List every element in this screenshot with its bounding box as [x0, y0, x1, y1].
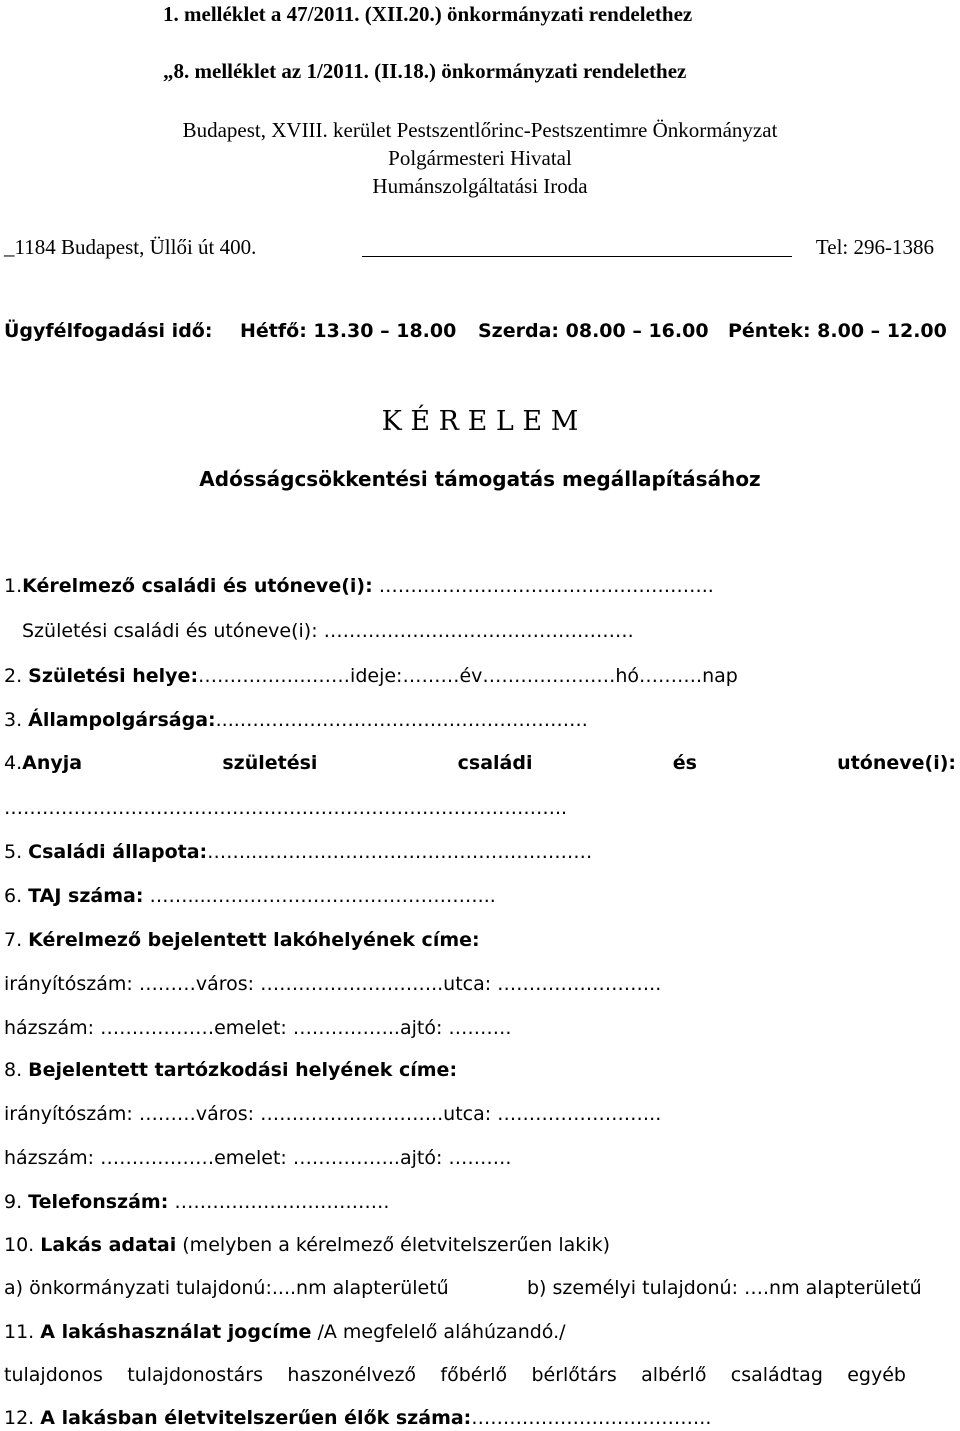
field-registered-address-house[interactable]: házszám: ………………emelet: ……………..ajtó: ………. [4, 1017, 512, 1039]
field-label: A lakáshasználat jogcíme [40, 1321, 312, 1343]
field-number: 2. [4, 665, 29, 687]
fill-dots: ……....……………………………………... [143, 885, 496, 907]
field-label: Telefonszám: [28, 1191, 169, 1213]
field-mother-name-fill[interactable] [4, 795, 956, 821]
mother-name-word-1 [4, 750, 82, 776]
field-number: 1. [4, 575, 23, 597]
fill-dots: ……....…………………………………………… [207, 841, 593, 863]
fill-dots: …………………………………………………………………………….. [4, 797, 568, 819]
field-note: (melyben a kérelmező életvitelszerűen lakik) [176, 1234, 610, 1256]
fill-dots: ……………………ideje:………év…………………hó……….nap [198, 665, 738, 687]
org-name: Budapest, XVIII. kerület Pestszentlőrinc-Pestszentimre Önkormányzat [182, 118, 778, 142]
annex-reference-2: „8. melléklet az 1/2011. (II.18.) önkormányzati rendelethez [163, 59, 687, 83]
document-subtitle: Adósságcsökkentési támogatás megállapításához [199, 467, 761, 491]
fill-dots: ……………………………. [168, 1191, 390, 1213]
usage-title-options [4, 1362, 906, 1388]
field-label: A lakásban életvitelszerűen élők száma: [40, 1407, 472, 1429]
option-main-tenant[interactable]: főbérlő [440, 1364, 508, 1386]
document-title: K É R E L E M [381, 406, 579, 437]
field-temporary-address-house[interactable]: házszám: ………………emelet: ……………..ajtó: ………. [4, 1147, 512, 1169]
field-number: 8. [4, 1059, 29, 1081]
office-name: Polgármesteri Hivatal [388, 146, 572, 170]
field-applicant-name[interactable] [4, 573, 956, 599]
field-temporary-address-city[interactable]: irányítószám: ………város: ………………………..utca: …………………….. [4, 1103, 662, 1125]
field-number: 3. [4, 709, 29, 731]
field-phone-number[interactable] [4, 1189, 956, 1215]
field-registered-address-city[interactable]: irányítószám: ………város: ………………………..utca: …………………….. [4, 973, 662, 995]
field-label: Családi állapota: [28, 841, 208, 863]
office-hours [4, 318, 947, 344]
address-underline [362, 256, 792, 257]
field-label: Állampolgársága: [28, 709, 216, 731]
field-note: /A megfelelő aláhúzandó./ [311, 1321, 566, 1343]
field-birth-place-date[interactable] [4, 663, 956, 689]
field-taj-number[interactable] [4, 883, 956, 909]
field-number: 11. [4, 1321, 41, 1343]
field-number: 12. [4, 1407, 41, 1429]
hours-wednesday: Szerda: 08.00 – 16.00 [478, 320, 709, 342]
section-temporary-address [4, 1057, 956, 1083]
mother-name-word-4: és [672, 752, 697, 774]
field-number: 5. [4, 841, 29, 863]
phone: Tel: 296-1386 [815, 235, 934, 259]
field-label: Anyja [22, 752, 83, 774]
option-usufructuary[interactable]: haszonélvező [287, 1364, 417, 1386]
field-label: Kérelmező bejelentett lakóhelyének címe: [28, 929, 480, 951]
field-marital-status[interactable] [4, 839, 956, 865]
field-label: Bejelentett tartózkodási helyének címe: [28, 1059, 458, 1081]
field-number: 10. [4, 1234, 41, 1256]
field-label: TAJ száma: [28, 885, 144, 907]
fill-dots: ……………………………….. [471, 1407, 712, 1429]
option-other[interactable]: egyéb [847, 1364, 906, 1386]
fill-dots: ....………………………………………………. [215, 709, 588, 731]
municipal-ownership-option[interactable]: a) önkormányzati tulajdonú:....nm alapterületű [4, 1277, 449, 1299]
field-residents-count[interactable] [4, 1405, 956, 1431]
option-co-owner[interactable]: tulajdonostárs [127, 1364, 264, 1386]
hours-friday: Péntek: 8.00 – 12.00 [728, 320, 947, 342]
option-owner[interactable]: tulajdonos [4, 1364, 103, 1386]
section-registered-address [4, 927, 956, 953]
field-label: Születési helye: [28, 665, 199, 687]
department-name: Humánszolgáltatási Iroda [372, 174, 588, 198]
field-mother-name[interactable] [4, 750, 956, 776]
mother-name-word-5: utóneve(i): [837, 752, 956, 774]
option-co-tenant[interactable]: bérlőtárs [531, 1364, 617, 1386]
mother-name-word-3: családi [457, 752, 533, 774]
field-citizenship[interactable] [4, 707, 956, 733]
field-number: 9. [4, 1191, 29, 1213]
fill-dots: …………………………………………….. [372, 575, 714, 597]
section-usage-title [4, 1319, 956, 1345]
field-birth-name[interactable] [22, 618, 960, 644]
fill-dots: …………………………………………. [317, 620, 634, 642]
address-line [4, 234, 934, 260]
annex-reference-1: 1. melléklet a 47/2011. (XII.20.) önkormányzati rendelethez [163, 2, 693, 26]
hours-monday: Hétfő: 13.30 – 18.00 [240, 320, 457, 342]
address: _1184 Budapest, Üllői út 400. [4, 235, 257, 259]
field-label: Kérelmező családi és utóneve(i): [22, 575, 373, 597]
hours-label: Ügyfélfogadási idő: [4, 320, 213, 342]
mother-name-word-2: születési [222, 752, 318, 774]
private-ownership-option[interactable]: b) személyi tulajdonú: ….nm alapterületű [527, 1277, 922, 1299]
section-dwelling-data [4, 1232, 956, 1258]
field-number: 7. [4, 929, 29, 951]
option-subtenant[interactable]: albérlő [641, 1364, 707, 1386]
field-dwelling-ownership[interactable] [4, 1275, 956, 1301]
field-label: Születési családi és utóneve(i): [22, 620, 318, 642]
field-number: 4. [4, 752, 23, 774]
field-number: 6. [4, 885, 29, 907]
field-label: Lakás adatai [40, 1234, 177, 1256]
option-family-member[interactable]: családtag [730, 1364, 823, 1386]
